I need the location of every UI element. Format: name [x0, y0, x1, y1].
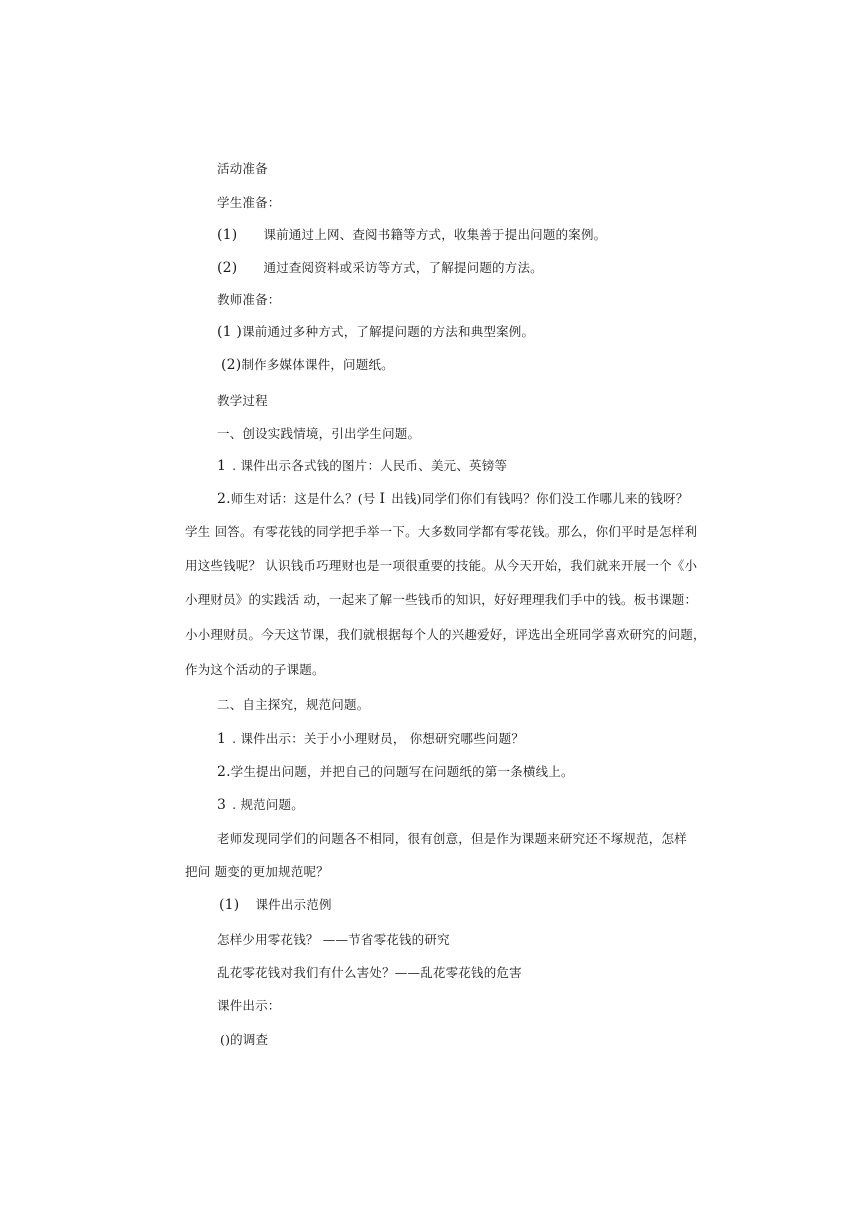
- step-2-3: [217, 797, 304, 813]
- section-two-heading: 二、自主探究，规范问题。: [217, 697, 370, 712]
- item-number: (2): [217, 260, 238, 276]
- item-number: 1: [217, 731, 227, 747]
- survey-line: ()的调查: [220, 1032, 269, 1047]
- teacher-prep-item-1: [217, 324, 534, 340]
- item-text: 课件出示范例: [255, 897, 332, 912]
- heading-teaching-process: 教学过程: [217, 393, 268, 408]
- section-one-heading: 一、创设实践情境，引出学生问题。: [217, 426, 421, 441]
- teacher-prep-item-2: [221, 357, 394, 373]
- item-number: (1): [217, 227, 238, 243]
- item-number: (1 ): [217, 324, 243, 340]
- paragraph-line: 用这些钱呢？ 认识钱币巧理财也是一项很重要的技能。从今天开始，我们就来开展一个《小: [185, 558, 698, 573]
- item-text: 通过查阅资料或采访等方式，了解提问题的方法。: [263, 260, 543, 275]
- paragraph-line: 小小理财员。今天这节课，我们就根据每个人的兴趣爱好，评选出全班同学喜欢研究的问题，: [185, 627, 706, 642]
- item-number: 3: [217, 797, 227, 813]
- step-2-1: [217, 731, 524, 747]
- item-text: . 规范问题。: [232, 797, 304, 812]
- example-line: 乱花零花钱对我们有什么害处？——乱花零花钱的危害: [217, 965, 522, 980]
- item-text: 制作多媒体课件，问题纸。: [241, 357, 394, 372]
- example-line: 怎样少用零花钱？ ——节省零花钱的研究: [217, 932, 450, 947]
- example-item-1: [219, 897, 332, 913]
- teacher-prep-label: 教师准备：: [217, 292, 281, 307]
- paragraph-line: 学生 回答。有零花钱的同学把手举一下。大多数同学都有零花钱。那么，你们平时是怎样利: [185, 524, 698, 539]
- ocr-glyph: I: [379, 491, 386, 507]
- item-text-cont: 出钱)同学们你们有钱吗？你们没工作哪儿来的钱呀？: [391, 491, 689, 506]
- item-text: 师生对话：这是什么？(号: [230, 491, 376, 506]
- item-number: (1): [219, 897, 240, 913]
- student-prep-item-1: [217, 227, 606, 243]
- step-1-1: [217, 458, 507, 474]
- paragraph-line: 作为这个活动的子课题。: [185, 662, 325, 677]
- heading-activity-prep: 活动准备: [217, 161, 268, 176]
- item-text: . 课件出示：关于小小理财员， 你想研究哪些问题？: [232, 731, 525, 746]
- item-number: 2.: [217, 491, 231, 507]
- courseware-label: 课件出示：: [217, 998, 281, 1013]
- student-prep-item-2: [217, 260, 543, 276]
- paragraph-line: 把问 题变的更加规范呢？: [185, 864, 329, 879]
- item-number: 1: [217, 458, 227, 474]
- paragraph-line: 老师发现同学们的问题各不相同，很有创意，但是作为课题来研究还不塚规范，怎样: [217, 831, 687, 846]
- item-number: 2.: [217, 764, 231, 780]
- paragraph-line: 小理财员》的实践活 动，一起来了解一些钱币的知识，好好理理我们手中的钱。板书课题：: [185, 592, 698, 607]
- item-number: (2): [221, 357, 242, 373]
- student-prep-label: 学生准备：: [217, 195, 281, 210]
- item-text: 课前通过多种方式，了解提问题的方法和典型案例。: [242, 324, 535, 339]
- step-1-2: [217, 491, 688, 507]
- item-text: . 课件出示各式钱的图片：人民币、美元、英镑等: [232, 458, 508, 473]
- item-text: 课前通过上网、查阅书籍等方式，收集善于提出问题的案例。: [263, 227, 607, 242]
- step-2-2: [217, 764, 574, 780]
- item-text: 学生提出问题，并把自己的问题写在问题纸的第一条横线上。: [230, 764, 574, 779]
